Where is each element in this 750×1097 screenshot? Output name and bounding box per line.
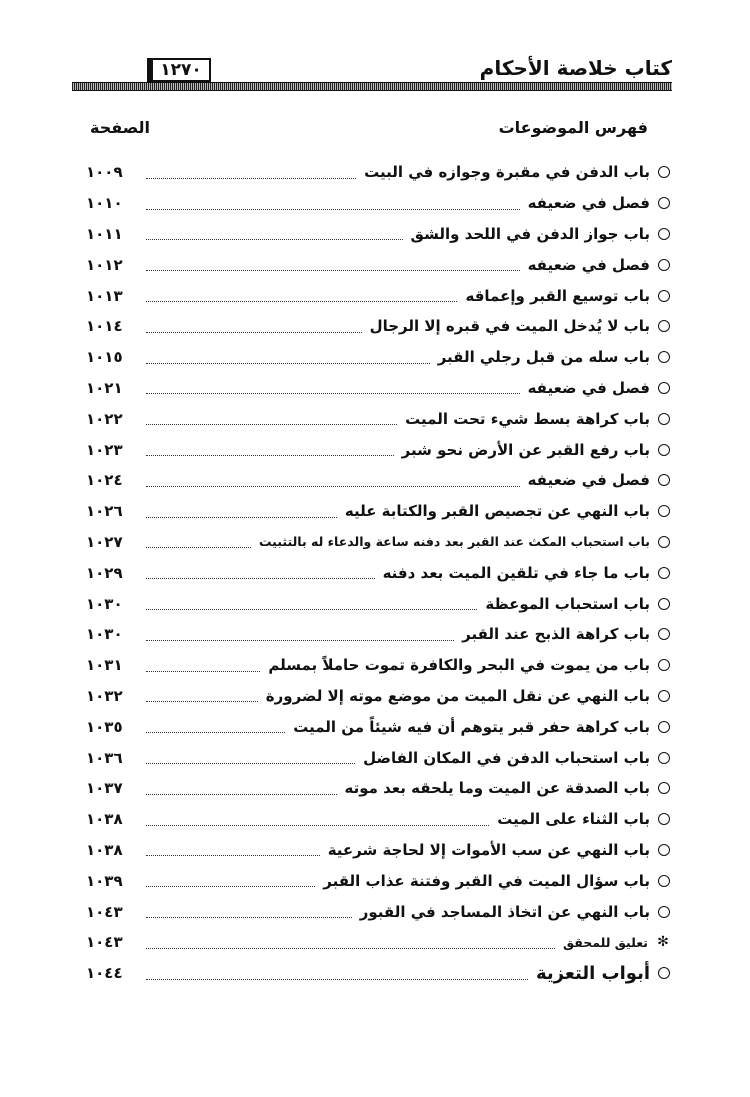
toc-entry-title: باب سؤال الميت في القبر وفتنة عذاب القبر	[323, 871, 650, 890]
dot-leader	[146, 455, 394, 456]
dot-leader	[146, 794, 337, 795]
toc-entry	[86, 650, 670, 681]
dot-leader	[146, 393, 520, 394]
toc-entry	[86, 711, 670, 742]
toc-entry	[86, 280, 670, 311]
circle-bullet-icon	[658, 228, 670, 240]
dot-leader	[146, 763, 355, 764]
dot-leader	[146, 701, 258, 702]
header-rule	[72, 82, 672, 91]
circle-bullet-icon	[658, 351, 670, 363]
toc-entry-title: باب النهي عن سب الأموات إلا لحاجة شرعية	[327, 840, 650, 859]
dot-leader	[146, 178, 356, 179]
toc-entry	[86, 373, 670, 404]
toc-entry-page: ١٠٣٠	[86, 625, 123, 644]
dot-leader	[146, 671, 260, 672]
toc-entry-page: ١٠٢٧	[86, 532, 123, 551]
toc-entry	[86, 527, 670, 558]
dot-leader	[146, 855, 320, 856]
toc-entry-title: باب النهي عن اتخاذ المساجد في القبور	[359, 902, 650, 921]
toc-entry	[86, 588, 670, 619]
dot-leader	[146, 517, 337, 518]
circle-bullet-icon	[658, 474, 670, 486]
toc-entry-page: ١٠٣٨	[86, 810, 123, 829]
dot-leader	[146, 424, 397, 425]
toc-entry-title: باب رفع القبر عن الأرض نحو شبر	[401, 440, 650, 459]
circle-bullet-icon	[658, 320, 670, 332]
dot-leader	[146, 609, 477, 610]
toc-entry-title: باب استحباب الدفن في المكان الفاضل	[363, 748, 650, 767]
toc-entry	[86, 927, 670, 958]
toc-entry-title: باب النهي عن تجصيص القبر والكتابة عليه	[344, 502, 650, 521]
asterisk-icon: ✻	[657, 934, 669, 951]
topics-heading: فهرس الموضوعات	[498, 118, 648, 137]
toc-entry-page: ١٠٣٠	[86, 594, 123, 613]
toc-entry-title: باب استحباب الموعظة	[485, 594, 650, 613]
table-of-contents	[86, 157, 670, 989]
toc-entry-page: ١٠٣٦	[86, 748, 123, 767]
toc-entry-page: ١٠٣٧	[86, 779, 123, 798]
dot-leader	[146, 886, 315, 887]
toc-entry	[86, 219, 670, 250]
toc-entry	[86, 619, 670, 650]
dot-leader	[146, 578, 375, 579]
toc-entry-page: ١٠٤٤	[86, 964, 123, 983]
toc-entry-title: فصل في ضعيفه	[527, 194, 650, 213]
toc-entry	[86, 342, 670, 373]
toc-entry-page: ١٠٢١	[86, 378, 123, 397]
page-heading: الصفحة	[90, 118, 151, 137]
dot-leader	[146, 640, 454, 641]
book-title: كتاب خلاصة الأحكام	[479, 56, 672, 80]
toc-entry-title: تعليق للمحقق	[562, 934, 648, 950]
toc-entry-page: ١٠٣١	[86, 656, 123, 675]
toc-entry-page: ١٠٢٢	[86, 409, 123, 428]
toc-entry-page: ١٠١٣	[86, 286, 123, 305]
toc-entry-page: ١٠٤٣	[86, 902, 123, 921]
toc-entry	[86, 742, 670, 773]
toc-entry-page: ١٠٢٦	[86, 502, 123, 521]
circle-bullet-icon	[658, 813, 670, 825]
dot-leader	[146, 239, 403, 240]
toc-entry-page: ١٠٣٥	[86, 717, 123, 736]
toc-entry-title: باب كراهة الذبح عند القبر	[462, 625, 650, 644]
circle-bullet-icon	[658, 721, 670, 733]
toc-entry-page: ١٠١١	[86, 224, 123, 243]
toc-entry-title: باب من يموت في البحر والكافرة تموت حاملاً بمسلم	[268, 656, 650, 675]
circle-bullet-icon	[658, 782, 670, 794]
circle-bullet-icon	[658, 536, 670, 548]
toc-entry	[86, 681, 670, 712]
dot-leader	[146, 547, 251, 548]
dot-leader	[146, 209, 520, 210]
toc-entry	[86, 311, 670, 342]
dot-leader	[146, 363, 430, 364]
toc-entry	[86, 249, 670, 280]
toc-entry-page: ١٠٣٨	[86, 840, 123, 859]
dot-leader	[146, 979, 528, 980]
toc-entry-title: باب ما جاء في تلقين الميت بعد دفنه	[382, 563, 650, 582]
dot-leader	[146, 825, 489, 826]
circle-bullet-icon	[658, 844, 670, 856]
dot-leader	[146, 486, 520, 487]
circle-bullet-icon	[658, 875, 670, 887]
circle-bullet-icon	[658, 444, 670, 456]
toc-entry	[86, 865, 670, 896]
toc-entry-page: ١٠١٢	[86, 255, 123, 274]
dot-leader	[146, 301, 457, 302]
toc-entry	[86, 434, 670, 465]
circle-bullet-icon	[658, 382, 670, 394]
toc-entry-page: ١٠١٥	[86, 348, 123, 367]
toc-entry-page: ١٠٠٩	[86, 163, 123, 182]
dot-leader	[146, 332, 362, 333]
toc-entry-page: ١٠٣٩	[86, 871, 123, 890]
toc-entry-page: ١٠١٤	[86, 317, 123, 336]
dot-leader	[146, 270, 520, 271]
circle-bullet-icon	[658, 413, 670, 425]
circle-bullet-icon	[658, 628, 670, 640]
toc-entry	[86, 496, 670, 527]
circle-bullet-icon	[658, 659, 670, 671]
toc-entry-page: ١٠١٠	[86, 194, 123, 213]
toc-entry	[86, 403, 670, 434]
toc-entry-page: ١٠٢٣	[86, 440, 123, 459]
toc-entry	[86, 896, 670, 927]
toc-entry-title: باب الدفن في مقبرة وجوازه في البيت	[364, 163, 650, 182]
dot-leader	[146, 732, 285, 733]
toc-entry-page: ١٠٢٤	[86, 471, 123, 490]
toc-entry	[86, 188, 670, 219]
toc-entry-page: ١٠٣٢	[86, 686, 123, 705]
toc-entry-title: باب كراهة حفر قبر يتوهم أن فيه شيئاً من الميت	[293, 717, 650, 736]
toc-entry	[86, 557, 670, 588]
toc-entry	[86, 773, 670, 804]
dot-leader	[146, 917, 352, 918]
circle-bullet-icon	[658, 598, 670, 610]
toc-entry	[86, 465, 670, 496]
toc-entry-title: باب كراهة بسط شيء تحت الميت	[405, 409, 650, 428]
toc-entry-title: فصل في ضعيفه	[527, 255, 650, 274]
toc-entry	[86, 804, 670, 835]
toc-entry	[86, 157, 670, 188]
circle-bullet-icon	[658, 197, 670, 209]
circle-bullet-icon	[658, 906, 670, 918]
toc-entry-title: فصل في ضعيفه	[527, 471, 650, 490]
toc-entry-title: باب الثناء على الميت	[497, 810, 650, 829]
toc-entry-title: باب لا يُدخل الميت في قبره إلا الرجال	[369, 317, 650, 336]
circle-bullet-icon	[658, 290, 670, 302]
dot-leader	[146, 948, 555, 949]
page-header	[72, 52, 672, 98]
circle-bullet-icon	[658, 752, 670, 764]
toc-entry-title: باب استحباب المكث عند القبر بعد دفنه ساعة والدعاء له بالتثبيت	[258, 534, 650, 550]
circle-bullet-icon	[658, 690, 670, 702]
column-headings	[90, 118, 648, 144]
toc-entry-title: باب توسيع القبر وإعماقه	[465, 286, 650, 305]
circle-bullet-icon	[658, 567, 670, 579]
toc-entry-title: فصل في ضعيفه	[527, 378, 650, 397]
circle-bullet-icon	[658, 967, 670, 979]
circle-bullet-icon	[658, 259, 670, 271]
toc-entry-title: باب النهي عن نقل الميت من موضع موته إلا لضرورة	[265, 686, 650, 705]
toc-entry-title: أبواب التعزية	[535, 962, 650, 984]
circle-bullet-icon	[658, 166, 670, 178]
toc-entry-page: ١٠٤٣	[86, 933, 123, 952]
toc-entry-title: باب جواز الدفن في اللحد والشق	[410, 224, 650, 243]
toc-entry	[86, 835, 670, 866]
page-number: ١٢٧٠	[147, 58, 211, 82]
toc-entry-title: باب الصدقة عن الميت وما يلحقه بعد موته	[344, 779, 650, 798]
toc-entry	[86, 958, 670, 989]
toc-entry-title: باب سله من قبل رجلي القبر	[437, 348, 650, 367]
circle-bullet-icon	[658, 505, 670, 517]
toc-entry-page: ١٠٢٩	[86, 563, 123, 582]
